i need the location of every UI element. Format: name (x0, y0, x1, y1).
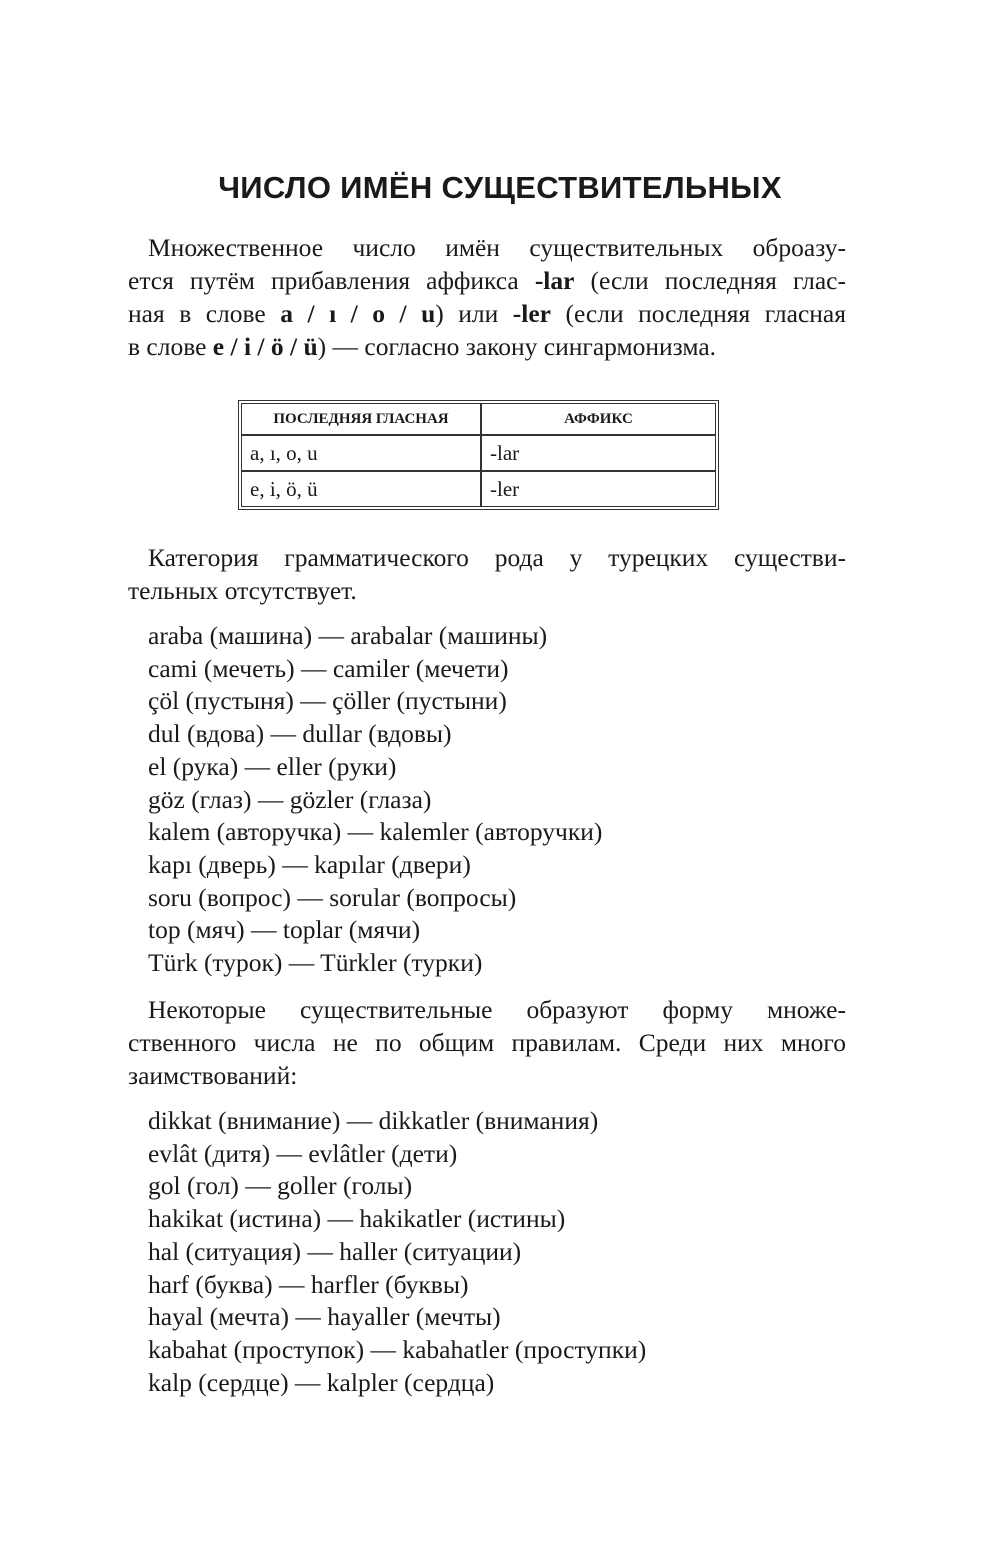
list-item: soru (вопрос) — sorular (вопросы) (148, 882, 517, 912)
paragraph-gender (128, 541, 846, 607)
table-row (241, 471, 716, 507)
text-segment: ) или (435, 299, 513, 328)
text-line (128, 1026, 846, 1059)
text-segment: (если последняя гласная (550, 299, 846, 328)
text-segment: ственного числа не по общим правилам. Среди них много (128, 1028, 846, 1057)
list-item: kabahat (проступок) — kabahatler (проступки) (148, 1334, 647, 1364)
list-item: cami (мечеть) — camiler (мечети) (148, 653, 509, 683)
text-line (128, 1059, 846, 1092)
text-segment: тельных отсутствует. (128, 576, 357, 605)
list-item: dikkat (внимание) — dikkatler (внимания) (148, 1106, 599, 1135)
text-segment: Множественное число имён существительных оброазу- (148, 233, 846, 262)
text-segment: ) — согласно закону сингармонизма. (317, 332, 717, 361)
list-item: hayal (мечта) — hayaller (мечты) (148, 1302, 501, 1332)
list-item: el (рука) — eller (руки) (148, 751, 397, 781)
text-segment: (если последняя глас- (574, 266, 846, 295)
list-item: araba (машина) — arabalar (машины) (148, 621, 548, 650)
affix-table (238, 400, 719, 510)
list-item: gol (гол) — goller (голы) (148, 1171, 413, 1201)
list-item: çöl (пустыня) — çöller (пустыни) (148, 686, 507, 716)
header-affix: АФФИКС (481, 403, 716, 435)
bold-term: e / i / ö / ü (212, 332, 318, 361)
cell-affix: -lar (481, 435, 716, 471)
text-segment: в слове (128, 332, 213, 361)
list-item: hakikat (истина) — hakikatler (истины) (148, 1204, 566, 1234)
list-item: top (мяч) — toplar (мячи) (148, 915, 421, 945)
list-item: Türk (турок) — Türkler (турки) (148, 948, 483, 978)
paragraph-plural-rule (128, 231, 846, 363)
text-segment: Категория грамматического рода у турецких существи- (148, 543, 846, 572)
page-title: ЧИСЛО ИМЁН СУЩЕСТВИТЕЛЬНЫХ (218, 170, 782, 205)
example-list-irregular (148, 1105, 646, 1399)
example-list-regular (148, 620, 602, 980)
text-line (128, 264, 846, 297)
text-line (128, 541, 846, 574)
list-item: hal (ситуация) — haller (ситуации) (148, 1236, 522, 1266)
list-item: dul (вдова) — dullar (вдовы) (148, 719, 452, 749)
paragraph-irregular (128, 993, 846, 1092)
text-segment: ная в слове (128, 299, 281, 328)
text-segment: Некоторые существительные образуют форму множе- (148, 995, 846, 1024)
bold-term: a / ı / o / u (280, 299, 436, 328)
list-item: göz (глаз) — gözler (глаза) (148, 784, 432, 814)
list-item: evlât (дитя) — evlâtler (дети) (148, 1138, 458, 1168)
cell-vowels: a, ı, o, u (241, 435, 481, 471)
text-line (128, 231, 846, 264)
bold-term: -lar (534, 266, 575, 295)
bold-term: -ler (512, 299, 551, 328)
list-item: kalem (авторучка) — kalemler (авторучки) (148, 817, 603, 847)
text-segment: заимствований: (128, 1061, 298, 1090)
list-item: harf (буква) — harfler (буквы) (148, 1269, 469, 1299)
header-last-vowel: ПОСЛЕДНЯЯ ГЛАСНАЯ (241, 403, 481, 435)
cell-affix: -ler (481, 471, 716, 507)
text-line (128, 574, 846, 607)
list-item: kapı (дверь) — kapılar (двери) (148, 849, 471, 879)
text-line (128, 297, 846, 330)
table-header-row (241, 403, 716, 435)
table-row (241, 435, 716, 471)
text-line (128, 993, 846, 1026)
cell-vowels: e, i, ö, ü (241, 471, 481, 507)
list-item: kalp (сердце) — kalpler (сердца) (148, 1367, 495, 1397)
text-segment: ется путём прибавления аффикса (128, 266, 535, 295)
text-line (128, 330, 846, 363)
